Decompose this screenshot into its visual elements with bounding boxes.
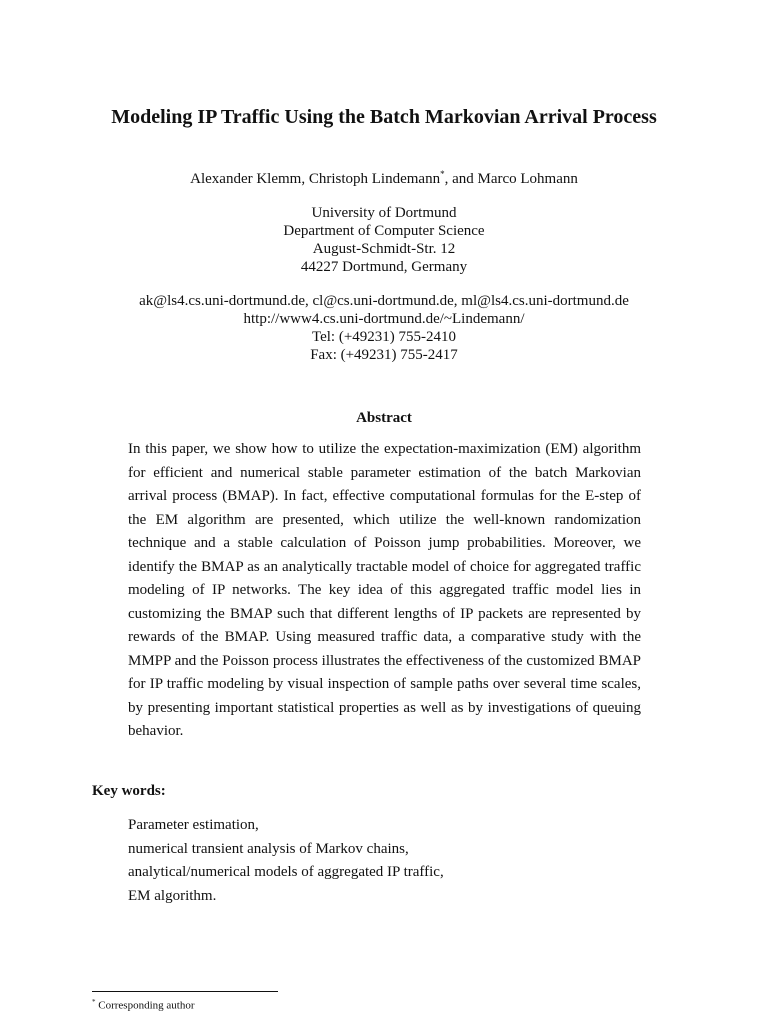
affiliation-line: August-Schmidt-Str. 12 [312, 241, 456, 257]
keyword-item: EM algorithm. [128, 887, 217, 904]
keywords-heading: Key words: [92, 783, 166, 799]
abstract-heading: Abstract [356, 410, 412, 426]
footnote-divider [92, 991, 278, 992]
keyword-item: numerical transient analysis of Markov chains, [128, 840, 409, 857]
telephone-number: Tel: (+49231) 755-2410 [311, 329, 457, 345]
paper-title: Modeling IP Traffic Using the Batch Markovian Arrival Process [111, 106, 657, 128]
corresponding-author-mark: * [440, 169, 445, 179]
fax-number: Fax: (+49231) 755-2417 [310, 347, 458, 363]
keywords-list [128, 814, 444, 908]
keyword-item: Parameter estimation, [128, 817, 259, 833]
affiliation-line: Department of Computer Science [283, 223, 485, 239]
email-addresses: ak@ls4.cs.uni-dortmund.de, cl@cs.uni-dortmund.de, ml@ls4.cs.uni-dortmund.de [139, 293, 629, 309]
affiliation-line: 44227 Dortmund, Germany [300, 259, 468, 275]
affiliation-line: University of Dortmund [311, 205, 457, 221]
footnote-mark: * [92, 998, 96, 1006]
author-names-after: , and Marco Lohmann [444, 171, 578, 187]
keyword-item: analytical/numerical models of aggregated IP traffic, [128, 864, 444, 880]
author-names-before: Alexander Klemm, Christoph Lindemann [190, 171, 441, 187]
footnote [92, 998, 194, 1012]
abstract-text: In this paper, we show how to utilize the expectation-maximization (EM) algorithm for efficient and numerical stable parameter estimation of the batch Markovian arrival process (BMAP). In fact, effective computational formulas for the E-step of the EM algorithm are presented, which utilize the well-known randomization technique and a stable calculation of Poisson jump probabilities. Moreover, we identify the BMAP as an analytically tractable model of choice for aggregated traffic modeling of IP networks. The key idea of this aggregated traffic model lies in customizing the BMAP such that different lengths of IP packets are represented by rewards of the BMAP. Using measured traffic data, a comparative study with the MMPP and the Poisson process illustrates the effectiveness of the customized BMAP for IP traffic modeling by visual inspection of sample paths over several time scales, by presenting important statistical properties as well as by investigations of queuing behavior. [128, 441, 641, 739]
contact-block [0, 292, 768, 364]
author-list [0, 169, 768, 188]
footnote-text: Corresponding author [95, 999, 195, 1012]
affiliation-block [0, 204, 768, 276]
homepage-url: http://www4.cs.uni-dortmund.de/~Lindemann/ [243, 311, 525, 327]
